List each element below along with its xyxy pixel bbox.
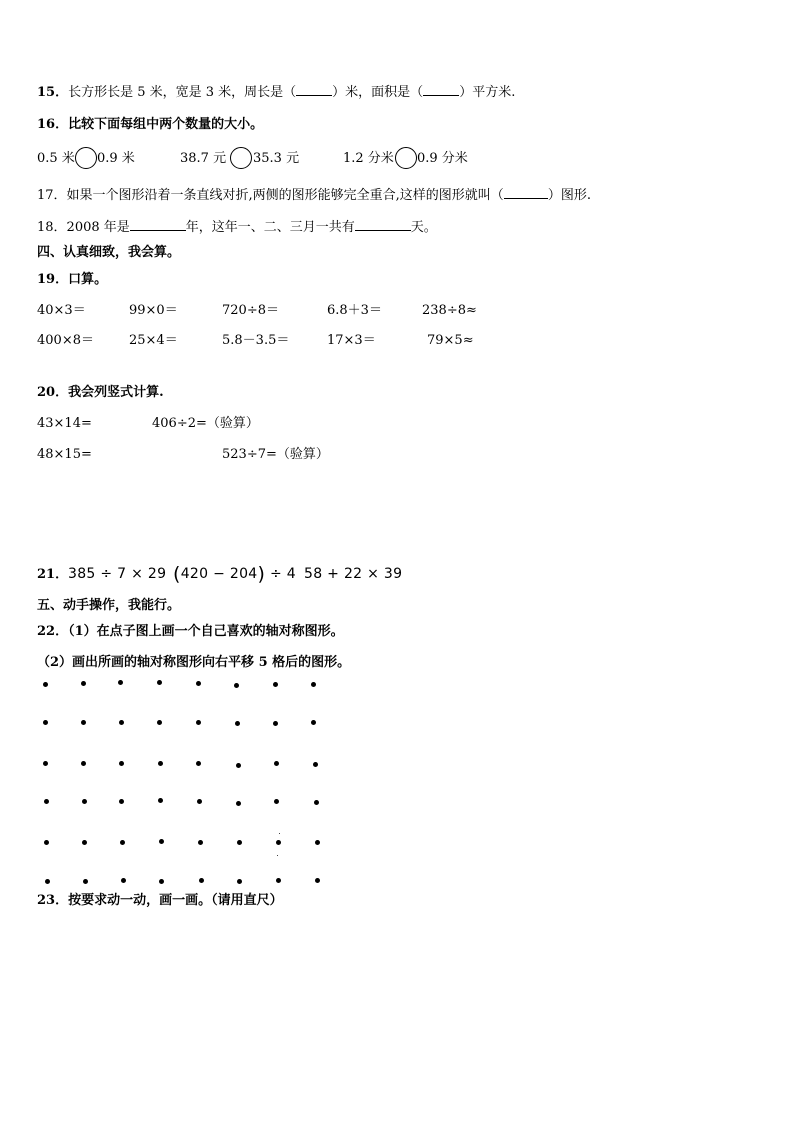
q19-item: 6.8＋3＝ xyxy=(327,303,382,318)
q17-text-2: ）图形. xyxy=(547,188,591,203)
q18-text-3: 天。 xyxy=(410,220,437,235)
q15-text-2: ）米，面积是（ xyxy=(332,85,424,100)
section-5-heading: 五、动手操作，我能行。 xyxy=(37,598,181,613)
grid-dot xyxy=(235,721,240,726)
q19-item: 25×4＝ xyxy=(129,333,178,348)
q20-item: 43×14= xyxy=(37,416,92,431)
q21-open-paren: ( xyxy=(173,563,181,585)
grid-dot xyxy=(311,720,316,725)
grid-dot xyxy=(198,840,203,845)
grid-dot xyxy=(236,801,241,806)
grid-dot xyxy=(196,681,201,686)
grid-dot xyxy=(121,878,126,883)
q19-item: 5.8－3.5＝ xyxy=(222,333,290,348)
grid-dot xyxy=(44,840,49,845)
grid-dot xyxy=(43,761,48,766)
grid-dot xyxy=(43,720,48,725)
q21-expression-1: 385 ÷ 7 × 29 xyxy=(68,566,167,582)
q16-pair-2-right: 35.3 元 xyxy=(253,151,300,166)
q20-title: 20．我会列竖式计算. xyxy=(37,385,164,400)
q18-blank-days[interactable] xyxy=(355,219,411,231)
grid-dot xyxy=(234,683,239,688)
q16-pair-3-left: 1.2 分米 xyxy=(343,151,394,166)
grid-dot xyxy=(119,799,124,804)
q18-text-1: 18．2008 年是 xyxy=(37,220,130,235)
q19-item: 40×3＝ xyxy=(37,303,86,318)
grid-speck xyxy=(277,855,278,856)
q20-item: 48×15= xyxy=(37,447,92,462)
grid-dot xyxy=(274,761,279,766)
q16-pair-1 xyxy=(37,151,147,169)
grid-dot xyxy=(158,798,163,803)
q15-number: 15． xyxy=(37,85,69,100)
q16-pair-3-circle[interactable] xyxy=(395,147,417,169)
q17-blank[interactable] xyxy=(504,187,548,199)
grid-dot xyxy=(119,761,124,766)
grid-dot xyxy=(118,680,123,685)
q15-text-1: 长方形长是 5 米，宽是 3 米，周长是（ xyxy=(68,85,297,100)
grid-speck xyxy=(279,833,280,834)
grid-dot xyxy=(197,799,202,804)
grid-dot xyxy=(311,682,316,687)
grid-dot xyxy=(313,762,318,767)
q16-pair-3-right: 0.9 分米 xyxy=(417,151,468,166)
grid-dot xyxy=(119,720,124,725)
q18-text-2: 年，这年一、二、三月一共有 xyxy=(185,220,355,235)
q19-item: 400×8＝ xyxy=(37,333,94,348)
grid-dot xyxy=(120,840,125,845)
q19-item: 720÷8＝ xyxy=(222,303,279,318)
grid-dot xyxy=(237,879,242,884)
q15-blank-perimeter[interactable] xyxy=(296,84,332,96)
grid-dot xyxy=(45,879,50,884)
grid-dot xyxy=(315,878,320,883)
grid-dot xyxy=(315,840,320,845)
grid-dot xyxy=(273,682,278,687)
q16-pair-1-right: 0.9 米 xyxy=(97,151,135,166)
q19-item: 238÷8≈ xyxy=(422,303,477,318)
q15-text-3: ）平方米. xyxy=(459,85,516,100)
q17-text-1: 17．如果一个图形沿着一条直线对折,两侧的图形能够完全重合,这样的图形就叫（ xyxy=(37,188,504,203)
q21-expression-3: 58 + 22 × 39 xyxy=(304,566,403,582)
grid-dot xyxy=(196,761,201,766)
grid-dot xyxy=(159,839,164,844)
q22-part-1: 22．（1）在点子图上画一个自己喜欢的轴对称图形。 xyxy=(37,624,344,639)
grid-dot xyxy=(157,720,162,725)
grid-dot xyxy=(158,761,163,766)
grid-dot xyxy=(81,720,86,725)
grid-dot xyxy=(83,879,88,884)
q16-pair-2-left: 38.7 元 xyxy=(180,151,227,166)
grid-dot xyxy=(314,800,319,805)
q21-expression-2-inner: 420 − 204 xyxy=(180,566,258,582)
q16-pair-1-circle[interactable] xyxy=(75,147,97,169)
grid-dot xyxy=(236,763,241,768)
grid-dot xyxy=(276,878,281,883)
grid-dot xyxy=(273,721,278,726)
q22-part-2: （2）画出所画的轴对称图形向右平移 5 格后的图形。 xyxy=(37,655,351,670)
q21-close-paren: ) xyxy=(257,563,266,585)
grid-dot xyxy=(196,720,201,725)
grid-dot xyxy=(159,879,164,884)
q16-pair-2-circle[interactable] xyxy=(230,147,252,169)
grid-dot xyxy=(199,878,204,883)
q20-item: 406÷2=（验算） xyxy=(152,416,259,431)
q21-number: 21． xyxy=(37,567,69,582)
q23: 23．按要求动一动，画一画。（请用直尺） xyxy=(37,893,283,908)
q21-expression-2 xyxy=(173,563,296,585)
grid-dot xyxy=(81,761,86,766)
section-4-heading: 四、认真细致，我会算。 xyxy=(37,245,181,260)
dot-grid[interactable] xyxy=(30,675,340,890)
q19-item: 17×3＝ xyxy=(327,333,376,348)
q21-expression-2-tail: ÷ 4 xyxy=(265,566,296,582)
q16-pair-3 xyxy=(343,151,483,169)
grid-dot xyxy=(43,682,48,687)
q19-title: 19．口算。 xyxy=(37,272,108,287)
grid-dot xyxy=(82,840,87,845)
q16-pair-1-left: 0.5 米 xyxy=(37,151,75,166)
q18-blank-year[interactable] xyxy=(130,219,186,231)
grid-dot xyxy=(157,680,162,685)
q19-item: 79×5≈ xyxy=(427,333,474,348)
q15-blank-area[interactable] xyxy=(423,84,459,96)
grid-dot xyxy=(276,840,281,845)
q18 xyxy=(37,219,437,236)
q20-item: 523÷7=（验算） xyxy=(222,447,329,462)
grid-dot xyxy=(237,840,242,845)
grid-dot xyxy=(81,681,86,686)
q16-pair-2 xyxy=(180,151,310,169)
grid-dot xyxy=(82,799,87,804)
grid-dot xyxy=(274,799,279,804)
q15 xyxy=(37,84,515,101)
q16-title: 16．比较下面每组中两个数量的大小。 xyxy=(37,117,264,132)
grid-dot xyxy=(44,799,49,804)
q17 xyxy=(37,187,591,204)
q19-item: 99×0＝ xyxy=(129,303,178,318)
